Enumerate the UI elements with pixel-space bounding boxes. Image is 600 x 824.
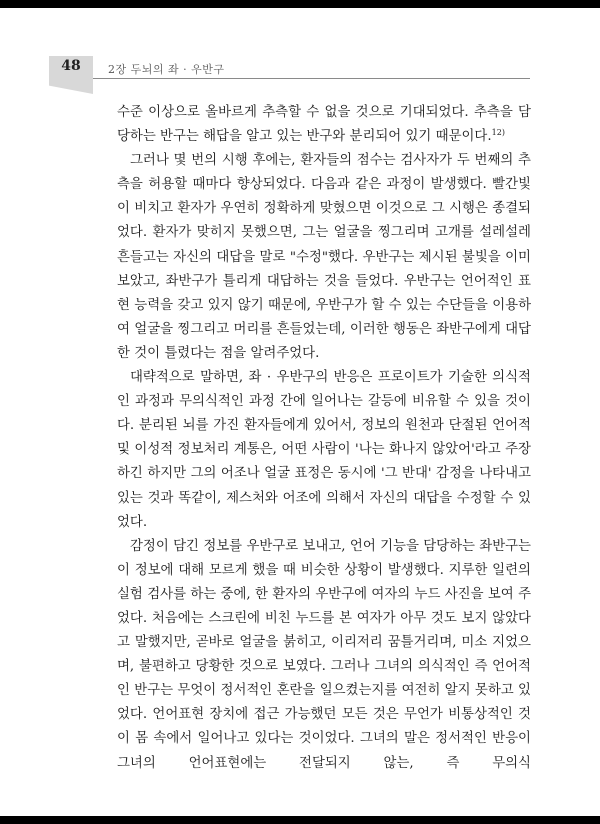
running-header-chapter-title: 2장 두뇌의 좌 · 우반구 xyxy=(108,63,225,76)
body-text xyxy=(117,101,531,776)
paragraph: 감정이 담긴 정보를 우반구로 보내고, 언어 기능을 담당하는 좌반구는 이 정보에 대해 모르게 했을 때 비슷한 상황이 발생했다. 지루한 일련의 실험 검사를 하는 중에, 한 환자의 우반구에 여자의 누드 사진을 보여 주었다. 처음에는 스크린에 비친 누드를 본 여자가 아무 것도 보지 않았다고 말했지만, 곧바로 얼굴을 붉히고, 이리저리 꿈틀거리며, 미소 지었으며, 불편하고 당황한 것으로 보였다. 그러나 그녀의 의식적인 즉 언어적인 반구는 무엇이 정서적인 혼란을 일으켰는지를 여전히 알지 못하고 있었다. 언어표현 장치에 접근 가능했던 모든 것은 무언가 비통상적인 것이 몸 속에서 일어나고 있다는 것이었다. 그녀의 말은 정서적인 반응이 그녀의 언어표현에는 전달되지 않는, 즉 무의식 xyxy=(117,538,531,771)
footnote-marker: 12) xyxy=(491,128,505,138)
book-page xyxy=(0,8,600,816)
paragraph: 그러나 몇 번의 시행 후에는, 환자들의 점수는 검사자가 두 번째의 추측을 허용할 때마다 향상되었다. 다음과 같은 과정이 발생했다. 빨간빛이 비치고 환자가 우연히 정확하게 맞혔으면 이것으로 그 시행은 종결되었다. 환자가 맞히지 못했으면, 그는 얼굴을 찡그리며 고개를 설레설레 흔들고는 자신의 대답을 말로 "수정"했다. 우반구는 제시된 불빛을 이미 보았고, 좌반구가 틀리게 대답하는 것을 들었다. 우반구는 언어적인 표현 능력을 갖고 있지 않기 때문에, 우반구가 할 수 있는 수단들을 이용하여 얼굴을 찡그리고 머리를 흔들었는데, 이러한 행동은 좌반구에게 대답한 것이 틀렸다는 점을 알려주었다. xyxy=(117,153,531,361)
page-number: 48 xyxy=(61,58,81,74)
paragraph xyxy=(117,101,531,149)
paragraph: 대략적으로 말하면, 좌 · 우반구의 반응은 프로이트가 기술한 의식적인 과정과 무의식적인 과정 간에 일어나는 갈등에 비유할 수 있을 것이다. 분리된 뇌를 가진 환자들에게 있어서, 정보의 원천과 단절된 언어적 및 이성적 정보처리 계통은, 어떤 사람이 '나는 화나지 않았어'라고 주장하긴 하지만 그의 어조나 얼굴 표정은 동시에 '그 반대' 감정을 나타내고 있는 것과 똑같이, 제스처와 어조에 의해서 자신의 대답을 수정할 수 있었다. xyxy=(117,370,531,530)
paragraph-text: 수준 이상으로 올바르게 추측할 수 없을 것으로 기대되었다. 추측을 담당하는 반구는 해답을 알고 있는 반구와 분리되어 있기 때문이다. xyxy=(117,105,531,145)
header-divider xyxy=(93,78,530,79)
